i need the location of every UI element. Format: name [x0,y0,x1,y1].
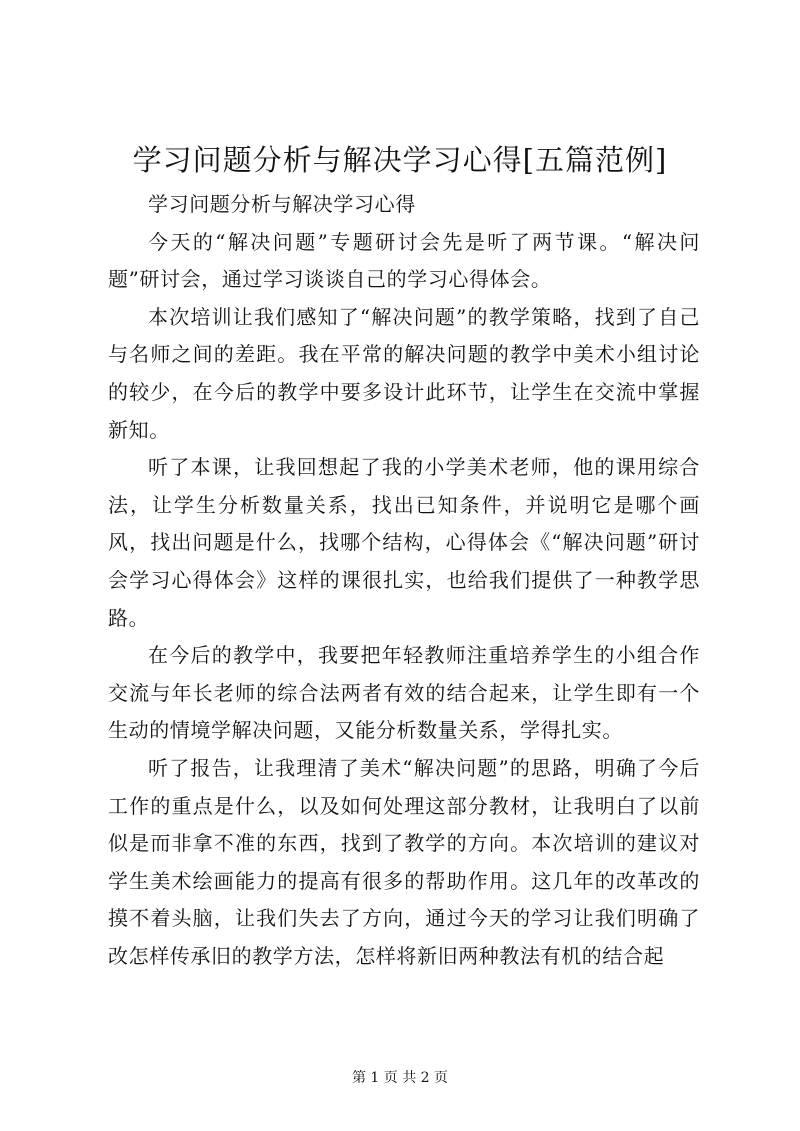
paragraph: 本次培训让我们感知了“解决问题”的教学策略，找到了自己与名师之间的差距。我在平常的解决问题的教学中美术小组讨论的较少，在今后的教学中要多设计此环节，让学生在交流中掌握新知。 [108,304,700,442]
paragraph: 今天的“解决问题”专题研讨会先是听了两节课。“解决问题”研讨会，通过学习谈谈自己的学习心得体会。 [108,229,700,292]
paragraph: 听了报告，让我理清了美术“解决问题”的思路，明确了今后工作的重点是什么，以及如何处理这部分教材，让我明白了以前似是而非拿不准的东西，找到了教学的方向。本次培训的建议对学生美术绘画能力的提高有很多的帮助作用。这几年的改革改的摸不着头脑，让我们失去了方向，通过今天的学习让我们明确了改怎样传承旧的教学方法，怎样将新旧两种教法有机的结合起 [108,755,700,968]
paragraph-subtitle: 学习问题分析与解决学习心得 [148,192,416,216]
paragraph: 在今后的教学中，我要把年轻教师注重培养学生的小组合作交流与年长老师的综合法两者有效的结合起来，让学生即有一个生动的情境学解决问题，又能分析数量关系，学得扎实。 [108,643,700,743]
page-number-footer: 第 1 页 共 2 页 [351,1070,449,1086]
document-body [108,186,700,975]
paragraph: 听了本课，让我回想起了我的小学美术老师，他的课用综合法，让学生分析数量关系，找出已知条件，并说明它是哪个画风，找出问题是什么，找哪个结构，心得体会《“解决问题”研讨会学习心得体会》这样的课很扎实，也给我们提供了一种教学思路。 [108,455,700,630]
document-title: 学习问题分析与解决学习心得[五篇范例] [132,143,668,177]
